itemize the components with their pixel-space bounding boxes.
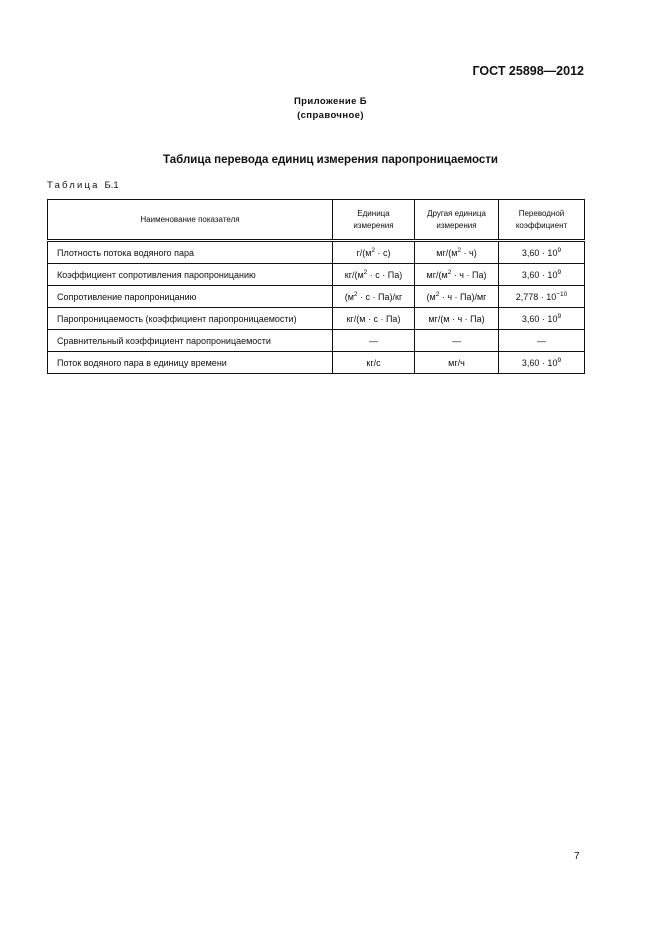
value-text: 2,778 · 10 [515, 291, 557, 302]
table-row [48, 286, 585, 308]
other-unit-cell [415, 352, 499, 374]
appendix-title: Приложение Б [293, 96, 368, 107]
value-text: мг/(м [436, 247, 458, 258]
factor-cell [499, 308, 585, 330]
value-text: мг/(м · ч · Па) [428, 313, 485, 324]
exponent: 2 [435, 290, 440, 298]
value-text-suffix: · ч) [461, 247, 477, 258]
standard-code: ГОСТ 25898—2012 [472, 64, 584, 78]
table-label [47, 180, 119, 191]
page-number: 7 [574, 851, 580, 862]
other-unit-cell [415, 264, 499, 286]
table-row [48, 264, 585, 286]
value-text-suffix: · с · Па) [367, 269, 403, 280]
column-header-other-unit: Другая единица измерения [415, 200, 499, 241]
table-label-number: Б.1 [104, 180, 119, 191]
exponent: 9 [557, 246, 562, 254]
table-row [48, 308, 585, 330]
value-text-suffix: · ч · Па)/мг [439, 291, 487, 302]
exponent: 9 [557, 312, 562, 320]
exponent: 9 [557, 268, 562, 276]
exponent: 9 [557, 356, 562, 364]
other-unit-cell [415, 241, 499, 264]
value-text: (м [344, 291, 354, 302]
exponent: −10 [556, 290, 568, 298]
indicator-name: Паропроницаемость (коэффициент паропроницаемости) [48, 308, 333, 330]
indicator-name: Сопротивление паропроницанию [48, 286, 333, 308]
exponent: 2 [363, 268, 368, 276]
indicator-name: Сравнительный коэффициент паропроницаемости [48, 330, 333, 352]
indicator-name: Поток водяного пара в единицу времени [48, 352, 333, 374]
value-text-suffix: · ч · Па) [451, 269, 487, 280]
indicator-name: Коэффициент сопротивления паропроницанию [48, 264, 333, 286]
table-row [48, 241, 585, 264]
unit-cell [333, 330, 415, 352]
exponent: 2 [353, 290, 358, 298]
value-text-suffix: · с) [375, 247, 391, 258]
table-title: Таблица перевода единиц измерения паропроницаемости [163, 154, 498, 166]
unit-cell [333, 352, 415, 374]
column-header-name: Наименование показателя [48, 200, 333, 241]
factor-cell [499, 286, 585, 308]
other-unit-cell [415, 330, 499, 352]
value-text: — [369, 335, 378, 346]
unit-cell [333, 264, 415, 286]
unit-cell [333, 286, 415, 308]
value-text: — [537, 335, 546, 346]
exponent: 2 [447, 268, 452, 276]
column-header-unit: Единица измерения [333, 200, 415, 241]
indicator-name: Плотность потока водяного пара [48, 241, 333, 264]
other-unit-cell [415, 308, 499, 330]
value-text: кг/с [366, 357, 381, 368]
conversion-table [47, 199, 585, 374]
factor-cell [499, 352, 585, 374]
value-text: кг/(м · с · Па) [346, 313, 401, 324]
table-row [48, 330, 585, 352]
table-header-row [48, 200, 585, 241]
value-text: 3,60 · 10 [521, 247, 558, 258]
other-unit-cell [415, 286, 499, 308]
value-text: мг/ч [448, 357, 465, 368]
value-text: г/(м [356, 247, 372, 258]
value-text: (м [426, 291, 436, 302]
table-label-word: Таблица [47, 180, 100, 191]
exponent: 2 [371, 246, 376, 254]
value-text: кг/(м [344, 269, 364, 280]
factor-cell [499, 330, 585, 352]
factor-cell [499, 264, 585, 286]
value-text: 3,60 · 10 [521, 313, 558, 324]
value-text: — [452, 335, 461, 346]
value-text: мг/(м [426, 269, 448, 280]
table-row [48, 352, 585, 374]
appendix-subtitle: (справочное) [297, 110, 364, 121]
factor-cell [499, 241, 585, 264]
value-text: 3,60 · 10 [521, 269, 558, 280]
unit-cell [333, 241, 415, 264]
value-text: 3,60 · 10 [521, 357, 558, 368]
value-text-suffix: · с · Па)/кг [357, 291, 403, 302]
exponent: 2 [457, 246, 462, 254]
column-header-factor: Переводной коэффициент [499, 200, 585, 241]
unit-cell [333, 308, 415, 330]
